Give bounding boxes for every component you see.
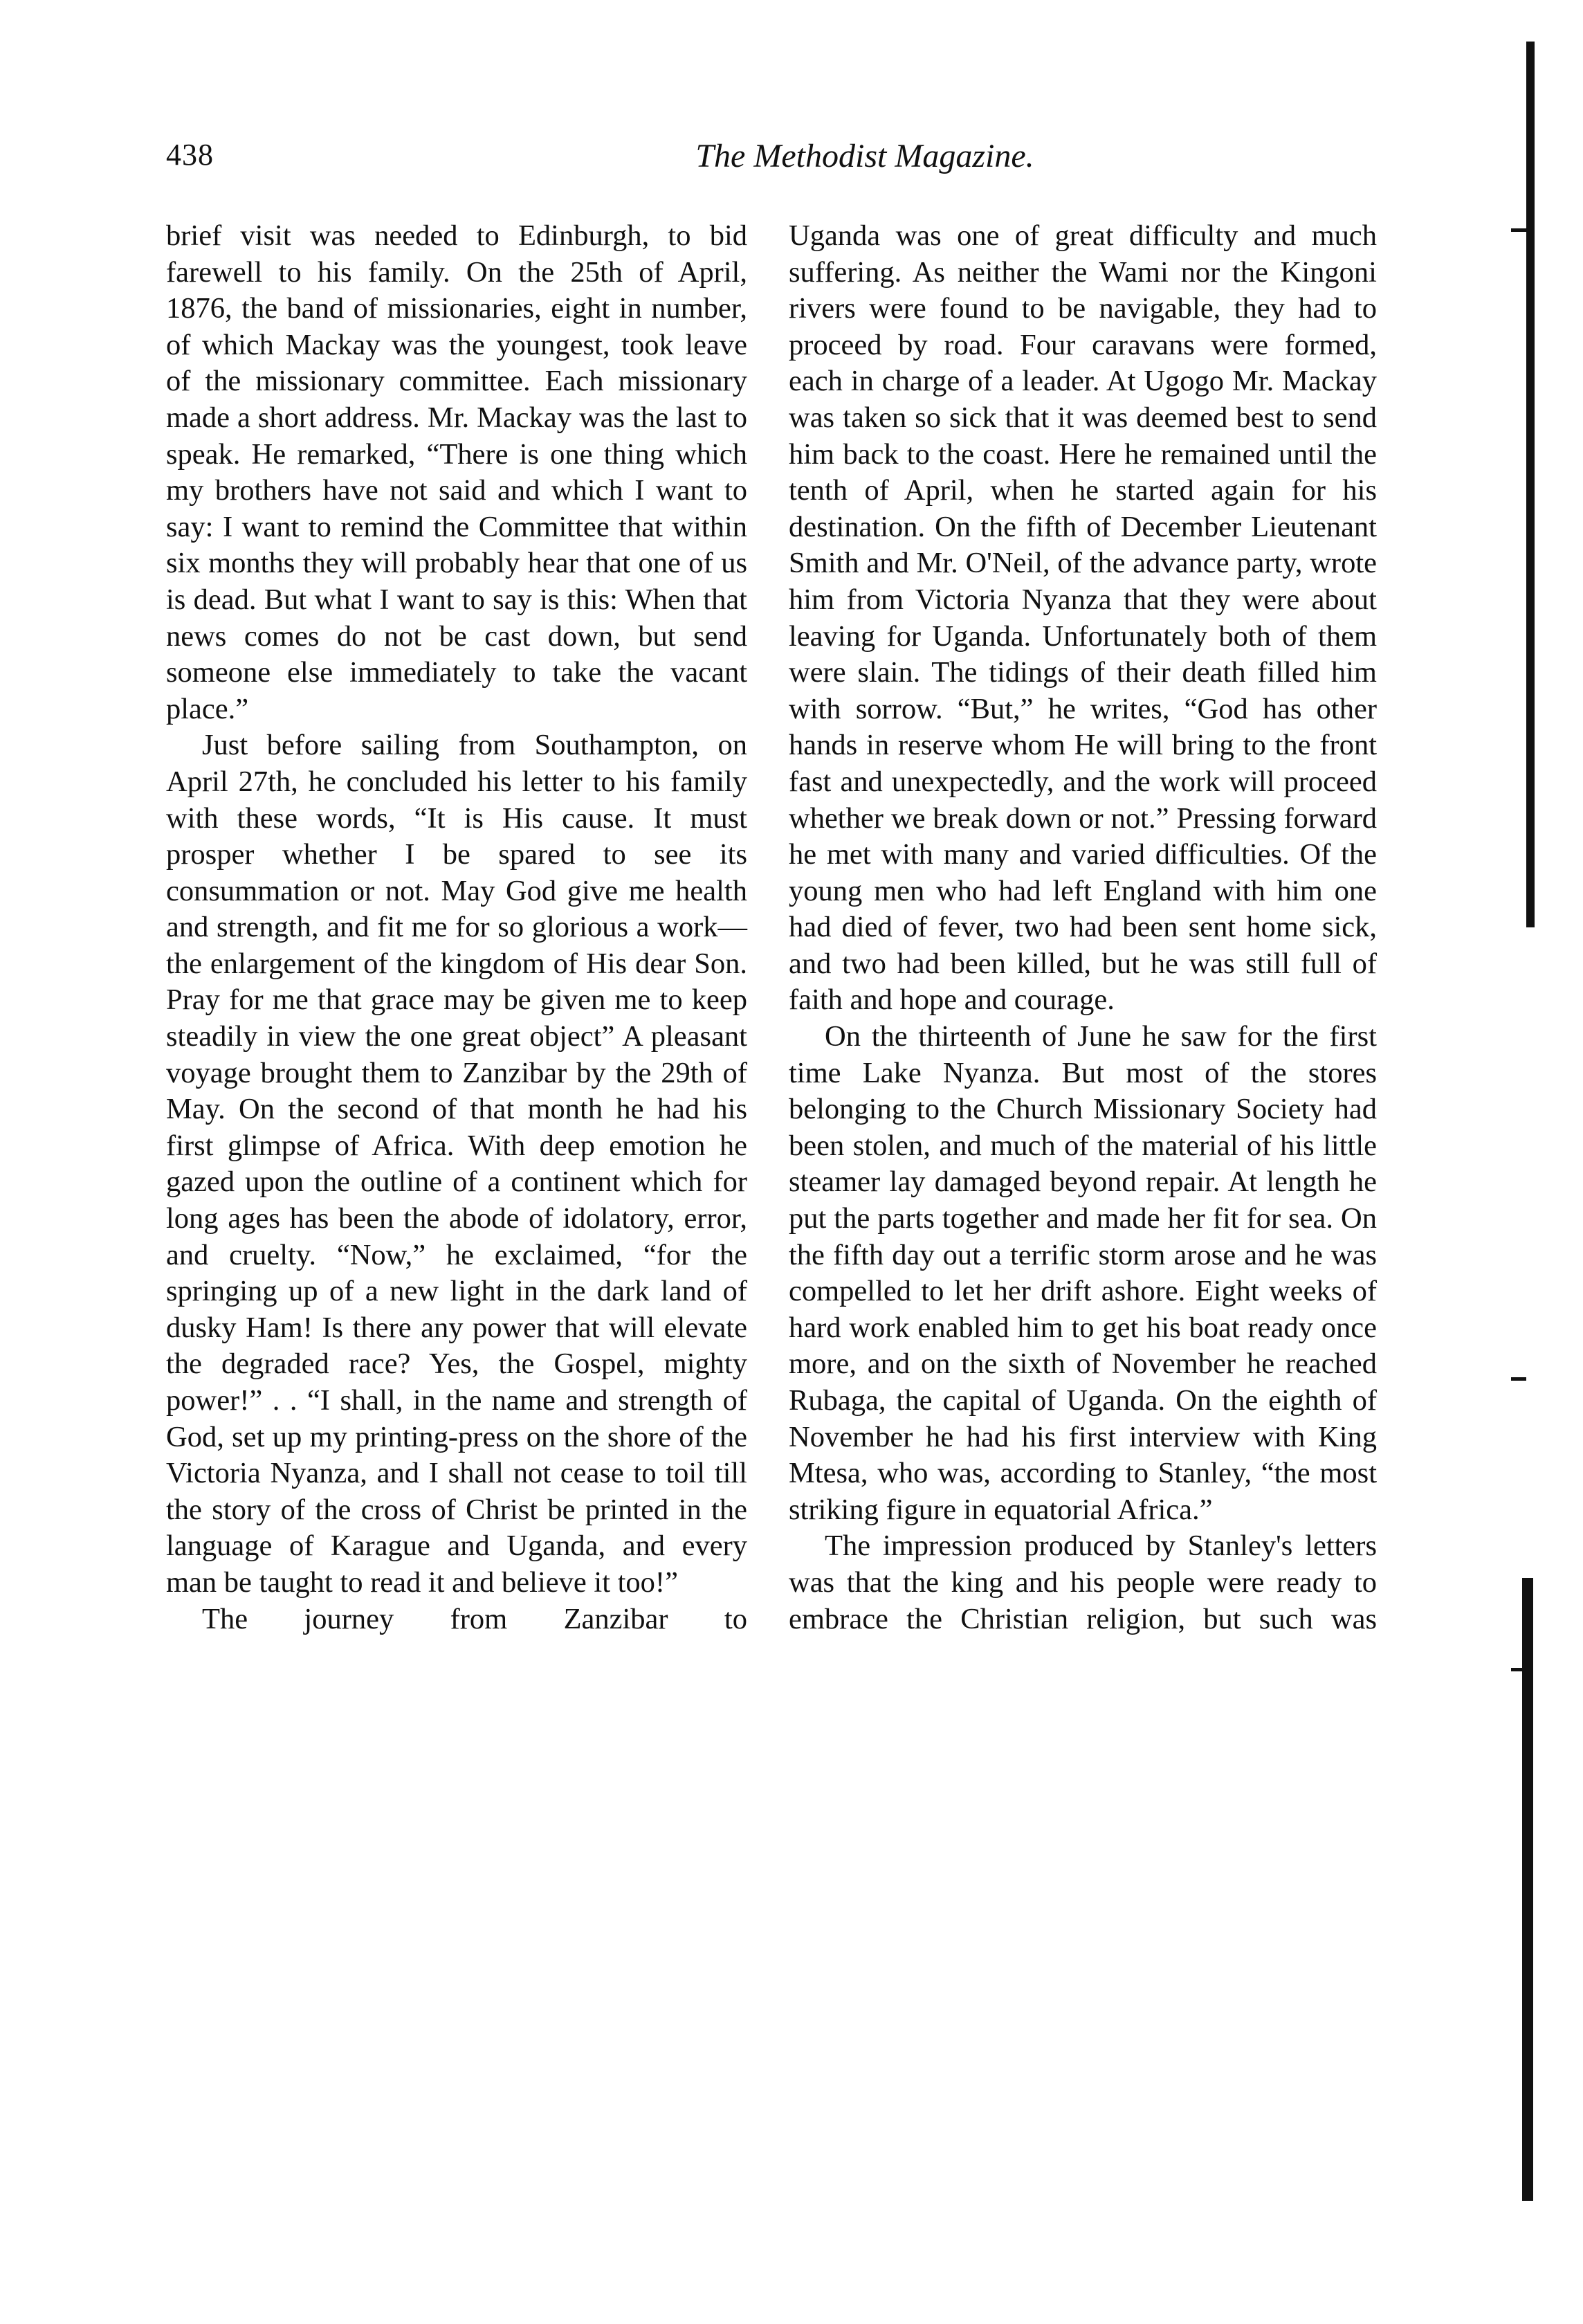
right-column	[789, 218, 1377, 1637]
paragraph: The impression produced by Stanley's letters was that the king and his people were ready to embrace the Christian religion, but such was	[789, 1529, 1377, 1635]
paragraph: On the thirteenth of June he saw for the first time Lake Nyanza. But most of the stores belonging to the Church Missionary Society had been stolen, and much of the material of his little steamer lay damaged beyond repair. At length he put the parts together and made her fit for sea. On the fifth day out a terrific storm arose and he was compelled to let her drift ashore. Eight weeks of hard work enabled him to get his boat ready once more, and on the sixth of November he reached Rubaga, the capital of Uganda. On the eighth of November he had his first interview with King Mtesa, who was, according to Stanley, “the most striking figure in equatorial Africa.”	[789, 1020, 1377, 1526]
paragraph: The journey from Zanzibar to	[202, 1602, 747, 1635]
page-header	[166, 137, 1460, 185]
running-title: The Methodist Magazine.	[695, 138, 1034, 174]
edge-tick-mark	[1511, 228, 1526, 232]
paragraph: Just before sailing from Southampton, on April 27th, he concluded his letter to his family with these words, “It is His cause. It must prosper whether I be spared to see its consummation or not. May God give me health and strength, and fit me for so glorious a work—the enlargement of the kingdom of His dear Son. Pray for me that grace may be given me to keep steadily in view the one great object” A pleasant voyage brought them to Zanzibar by the 29th of May. On the second of that month he had his first glimpse of Africa. With deep emotion he gazed upon the outline of a continent which for long ages has been the abode of idolatory, error, and cruelty. “Now,” he exclaimed, “for the springing up of a new light in the dark land of dusky Ham! Is there any power that will elevate the degraded race? Yes, the Gospel, mighty power!” . . “I shall, in the name and strength of God, set up my printing-press on the shore of the Victoria Nyanza, and I shall not cease to toil till the story of the cross of Christ be printed in the language of Karague and Uganda, and every man be taught to read it and believe it too!”	[166, 729, 747, 1599]
left-column	[166, 218, 747, 1637]
page-number: 438	[166, 138, 214, 172]
page-edge-bar	[1526, 42, 1535, 927]
page-edge-bar-lower	[1522, 1578, 1533, 2201]
paragraph: Uganda was one of great difficulty and much suffering. As neither the Wami nor the Kingoni rivers were found to be navigable, they had to proceed by road. Four caravans were formed, each in charge of a leader. At Ugogo Mr. Mackay was taken so sick that it was deemed best to send him back to the coast. Here he remained until the tenth of April, when he started again for his destination. On the fifth of December Lieutenant Smith and Mr. O'Neil, of the advance party, wrote him from Victoria Nyanza that they were about leaving for Uganda. Unfortunately both of them were slain. The tidings of their death filled him with sorrow. “But,” he writes, “God has other hands in reserve whom He will bring to the front fast and unexpectedly, and the work will proceed whether we break down or not.” Pressing forward he met with many and varied difficulties. Of the young men who had left England with him one had died of fever, two had been sent home sick, and two had been killed, but he was still full of faith and hope and courage.	[789, 219, 1377, 1017]
edge-tick-mark	[1511, 1377, 1526, 1381]
paragraph: brief visit was needed to Edinburgh, to bid farewell to his family. On the 25th of April, 1876, the band of missionaries, eight in number, of which Mackay was the youngest, took leave of the missionary committee. Each missionary made a short address. Mr. Mackay was the last to speak. He remarked, “There is one thing which my brothers have not said and which I want to say: I want to remind the Committee that within six months they will probably hear that one of us is dead. But what I want to say is this: When that news comes do not be cast down, but send someone else immediately to take the vacant place.”	[166, 219, 747, 725]
edge-tick-mark	[1511, 1668, 1526, 1671]
